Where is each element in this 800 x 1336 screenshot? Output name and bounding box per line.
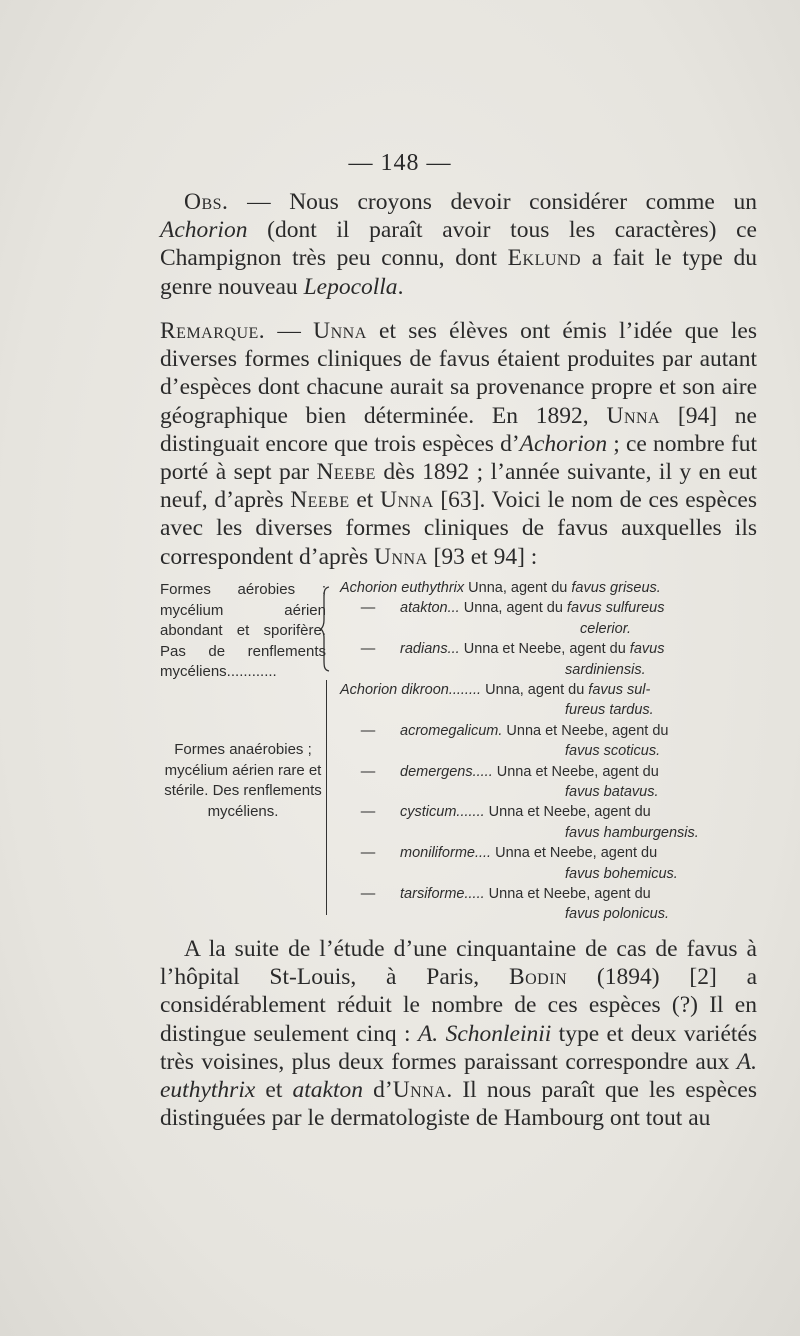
species-row: — tarsiforme..... Unna et Neebe, agent du <box>360 886 651 903</box>
species-row-continuation: favus polonicus. <box>565 906 669 923</box>
species-row-continuation: sardiniensis. <box>565 661 646 678</box>
author-eklund: Eklund <box>507 245 582 272</box>
species-row-continuation: fureus tardus. <box>565 702 654 719</box>
species-row-continuation: favus scoticus. <box>565 743 661 760</box>
species-row: — radians... Unna et Neebe, agent du favus <box>360 641 665 658</box>
vertical-rule-group2 <box>326 680 327 915</box>
species-row: — moniliforme.... Unna et Neebe, agent du <box>360 845 658 862</box>
remarque-label: Remarque. <box>160 318 266 344</box>
species-row: Achorion dikroon........ Unna, agent du favus sul- <box>340 682 651 698</box>
brace-group1 <box>320 586 334 672</box>
species-row: — acromegalicum. Unna et Neebe, agent du <box>360 722 669 739</box>
group1-species-list <box>340 578 740 680</box>
species-row: Achorion euthythrix Unna, agent du favus griseus. <box>340 580 661 596</box>
final-paragraph: A la suite de l’étude d’une cinquantaine de cas de favus à l’hôpital St-Louis, à Paris, Bodin (1894) [2] a considérablement réduit le nombre de ces espèces (?) Il en distingue seulement cinq : A. Schonleinii type et deux variétés très voisines, plus deux formes paraissant correspondre aux A. euthythrix et atakton d’Unna. Il nous paraît que les espèces distinguées par le dermatologiste de Hambourg ont tout au <box>160 936 758 1132</box>
species-row-continuation: favus batavus. <box>565 784 659 801</box>
remarque-paragraph: Remarque. — Unna et ses élèves ont émis l’idée que les diverses formes cliniques de favus étaient produites par autant d’espèces dont chacune aurait sa provenance propre et son aire géographique bien déterminée. En 1892, Unna [94] ne distinguait encore que trois espèces d’Achorion ; ce nombre fut porté à sept par Neebe dès 1892 ; l’année suivante, il y en eut neuf, d’après Neebe et Unna [63]. Voici le nom de ces espèces avec les diverses formes cliniques de favus auxquelles ils correspondent d’après Unna [93 et 94] : <box>160 318 758 570</box>
species-row: — cysticum....... Unna et Neebe, agent du <box>360 804 651 821</box>
group2-label: Formes anaérobies ; mycélium aérien rare et stérile. Des renflements mycéliens. <box>164 741 322 820</box>
obs-paragraph: Obs. — Nous croyons devoir considérer comme un Achorion (dont il paraît avoir tous les caractères) ce Champignon très peu connu, dont Eklund a fait le type du genre nouveau Lepocolla. <box>160 189 757 300</box>
species-row-continuation: celerior. <box>580 620 632 637</box>
species-row: — atakton... Unna, agent du favus sulfureus <box>360 600 665 617</box>
species-row-continuation: favus hamburgensis. <box>565 824 699 841</box>
page-number: — 148 — <box>348 150 452 176</box>
species-row-continuation: favus bohemicus. <box>565 865 678 882</box>
group1-label: Formes aérobies ; mycélium aérien abondant et sporifère. Pas de renflements mycéliens............ <box>160 581 326 680</box>
genus-lepocolla: Lepocolla <box>303 273 398 300</box>
obs-label: Obs. <box>184 189 229 215</box>
species-row: — demergens..... Unna et Neebe, agent du <box>360 763 659 780</box>
group2-species-list <box>340 680 740 925</box>
